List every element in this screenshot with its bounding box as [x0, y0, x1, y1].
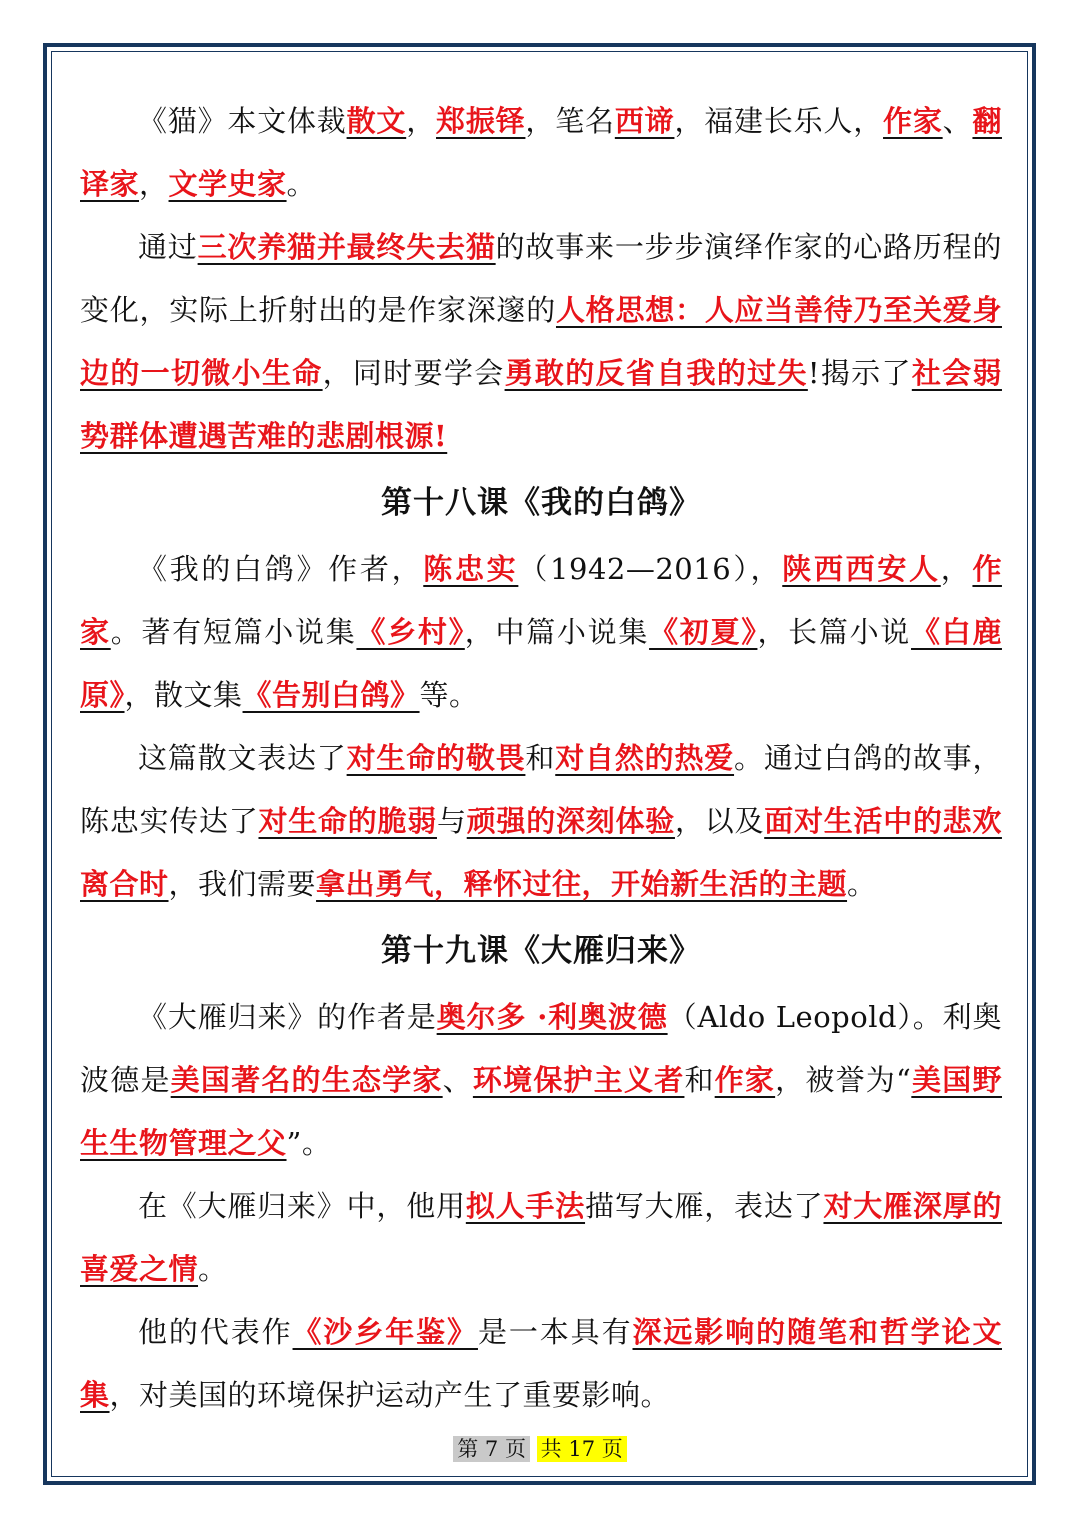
paragraph: [80, 1175, 1002, 1301]
paragraph: [80, 216, 1002, 468]
body-text: ，福建长乐人，: [674, 104, 884, 138]
body-text: 的故事来一步步演绎作家的心路历程的变化，实际上折射出的是作家深邃的: [80, 230, 1002, 327]
body-text: 。: [286, 167, 317, 201]
paragraph: [80, 538, 1002, 727]
body-text: !揭示了: [807, 356, 912, 390]
paragraph: [80, 90, 1002, 216]
body-text: ，长篇小说: [757, 615, 912, 649]
body-text: 和: [525, 741, 556, 775]
answer-highlight: 环境保护主义者: [472, 1063, 685, 1097]
answer-highlight: 对生命的敬畏: [346, 741, 526, 775]
answer-highlight: 深远影响的随笔和哲学论文集: [80, 1315, 1002, 1412]
page-footer: [0, 1433, 1080, 1463]
body-text: 和: [684, 1063, 715, 1097]
answer-highlight: 顽强的深刻体验: [466, 804, 675, 838]
page-total: 共 17 页: [537, 1436, 627, 1462]
body-text: 《大雁归来》的作者是: [138, 1000, 437, 1034]
body-text: 、: [942, 104, 973, 138]
paragraph: [80, 986, 1002, 1175]
section-lesson-18: [80, 538, 1002, 916]
answer-highlight: 拿出勇气，释怀过往，开始新生活的主题: [316, 867, 848, 901]
answer-highlight: 《告别白鸽》: [242, 678, 420, 712]
body-text: ，被誉为“: [775, 1063, 912, 1097]
answer-highlight: 勇敢的反省自我的过失: [504, 356, 808, 390]
lesson-18-title: 第十八课《我的白鸽》: [381, 485, 701, 521]
body-text: （Aldo Leopold）。利奥波德是: [80, 1000, 1002, 1097]
answer-highlight: 陕西西安人: [782, 552, 941, 586]
body-text: 。: [198, 1252, 228, 1286]
answer-highlight: 陈忠实: [423, 552, 519, 586]
body-text: ，笔名: [525, 104, 615, 138]
answer-highlight: 文学史家: [168, 167, 287, 201]
body-text: 是一本具有: [477, 1315, 633, 1349]
body-text: ，中篇小说集: [464, 615, 650, 649]
body-text: 通过: [138, 230, 198, 264]
body-text: ，: [139, 167, 169, 201]
body-text: ，: [940, 552, 973, 586]
answer-highlight: 《沙乡年鉴》: [292, 1315, 478, 1349]
body-text: 。著有短篇小说集: [110, 615, 357, 649]
body-text: 等。: [419, 678, 479, 712]
body-text: 。: [847, 867, 877, 901]
body-text: ，: [406, 104, 437, 138]
paragraph: [80, 1301, 1002, 1427]
body-text: ，我们需要: [168, 867, 317, 901]
body-text: 《我的白鸽》作者，: [138, 552, 424, 586]
answer-highlight: 面对生活中的悲欢离合时: [80, 804, 1002, 901]
answer-highlight: 拟人手法: [465, 1189, 586, 1223]
body-text: 他的代表作: [138, 1315, 293, 1349]
answer-highlight: 作家: [80, 552, 1002, 649]
paragraph: [80, 727, 1002, 916]
body-text: 《猫》本文体裁: [138, 104, 347, 138]
answer-highlight: 对自然的热爱: [555, 741, 735, 775]
answer-highlight: 郑振铎: [436, 104, 526, 138]
answer-highlight: 社会弱势群体遭遇苦难的悲剧根源!: [80, 356, 1002, 453]
body-text: 在《大雁归来》中，他用: [138, 1189, 466, 1223]
body-text: 与: [436, 804, 467, 838]
answer-highlight: 作家: [714, 1063, 776, 1097]
body-text: 描写大雁，表达了: [585, 1189, 824, 1223]
answer-highlight: 西谛: [614, 104, 675, 138]
answer-highlight: 人格思想：人应当善待乃至关爱身边的一切微小生命: [80, 293, 1002, 390]
body-text: ，对美国的环境保护运动产生了重要影响。: [109, 1378, 671, 1412]
page-number: 第 7 页: [453, 1436, 530, 1462]
body-text: 这篇散文表达了: [138, 741, 347, 775]
body-text: ”。: [286, 1126, 332, 1160]
section-lesson-19: [80, 986, 1002, 1427]
lesson-19-title: 第十九课《大雁归来》: [381, 933, 701, 969]
answer-highlight: 对大雁深厚的喜爱之情: [80, 1189, 1002, 1286]
body-text: （1942—2016），: [518, 552, 783, 586]
answer-highlight: 《白鹿原》: [80, 615, 1002, 712]
answer-highlight: 美国著名的生态学家: [170, 1063, 443, 1097]
body-text: 。通过白鸽的故事，陈忠实传达了: [80, 741, 1002, 838]
answer-highlight: 奥尔多 ·利奥波德: [436, 1000, 668, 1034]
body-text: 、: [442, 1063, 473, 1097]
answer-highlight: 美国野生生物管理之父: [80, 1063, 1002, 1160]
answer-highlight: 翻译家: [80, 104, 1002, 201]
answer-highlight: 作家: [883, 104, 943, 138]
document-body: [80, 90, 1002, 1427]
answer-highlight: 三次养猫并最终失去猫: [197, 230, 496, 264]
answer-highlight: 《乡村》: [356, 615, 465, 649]
body-text: ，以及: [674, 804, 765, 838]
answer-highlight: 散文: [346, 104, 407, 138]
answer-highlight: 对生命的脆弱: [258, 804, 437, 838]
section-cat: [80, 90, 1002, 468]
body-text: ，散文集: [124, 678, 243, 712]
answer-highlight: 《初夏》: [649, 615, 758, 649]
body-text: ，同时要学会: [322, 356, 505, 390]
